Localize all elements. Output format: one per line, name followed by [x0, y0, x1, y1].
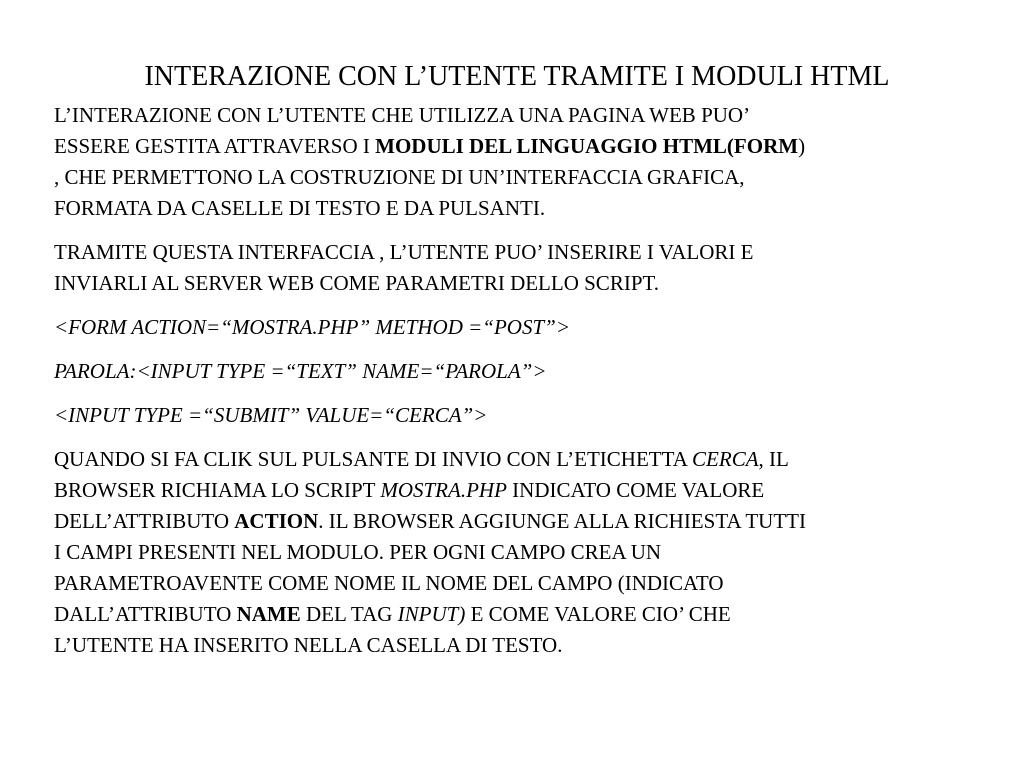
explanation-italic-mostra: MOSTRA.PHP — [380, 478, 507, 502]
interface-line-1: TRAMITE QUESTA INTERFACCIA , L’UTENTE PUO’ INSERIRE I VALORI E — [54, 240, 754, 264]
explanation-line-3 — [54, 506, 974, 537]
explanation-line-6-mid: DEL TAG — [300, 602, 398, 626]
intro-bold-moduli: MODULI DEL LINGUAGGIO HTML(FORM — [375, 134, 799, 158]
intro-line-2-text: ESSERE GESTITA ATTRAVERSO I — [54, 134, 376, 158]
intro-line-4: FORMATA DA CASELLE DI TESTO E DA PULSANTI. — [54, 196, 546, 220]
paragraph-interface — [54, 237, 974, 299]
explanation-line-3-text: DELL’ATTRIBUTO — [54, 509, 235, 533]
code-input-submit: <INPUT TYPE =“SUBMIT” VALUE=“CERCA”> — [54, 403, 488, 427]
intro-line-2-close: ) — [798, 134, 806, 158]
interface-line-2: INVIARLI AL SERVER WEB COME PARAMETRI DELLO SCRIPT. — [54, 271, 660, 295]
paragraph-explanation — [54, 444, 974, 661]
paragraph-intro — [54, 100, 974, 224]
explanation-line-1-text: QUANDO SI FA CLIK SUL PULSANTE DI INVIO CON L’ETICHETTA — [54, 447, 693, 471]
explanation-bold-name: NAME — [236, 602, 301, 626]
explanation-line-6-end: E COME VALORE CIO’ CHE — [465, 602, 731, 626]
explanation-line-1 — [54, 444, 974, 475]
explanation-line-7: L’UTENTE HA INSERITO NELLA CASELLA DI TESTO. — [54, 633, 563, 657]
explanation-line-1-end: , IL — [758, 447, 789, 471]
explanation-line-2-text: BROWSER RICHIAMA LO SCRIPT — [54, 478, 381, 502]
explanation-line-4: I CAMPI PRESENTI NEL MODULO. PER OGNI CAMPO CREA UN — [54, 540, 662, 564]
explanation-italic-input: INPUT) — [397, 602, 466, 626]
explanation-bold-action: ACTION — [234, 509, 319, 533]
explanation-line-2 — [54, 475, 974, 506]
code-form-tag: <FORM ACTION=“MOSTRA.PHP” METHOD =“POST”> — [54, 315, 570, 339]
explanation-line-6-text: DALL’ATTRIBUTO — [54, 602, 237, 626]
intro-line-2 — [54, 131, 974, 162]
explanation-line-3-end: . IL BROWSER AGGIUNGE ALLA RICHIESTA TUTTI — [318, 509, 806, 533]
slide-title: INTERAZIONE CON L’UTENTE TRAMITE I MODULI HTML — [144, 61, 890, 92]
intro-line-1: L’INTERAZIONE CON L’UTENTE CHE UTILIZZA UNA PAGINA WEB PUO’ — [54, 103, 751, 127]
intro-line-3: , CHE PERMETTONO LA COSTRUZIONE DI UN’INTERFACCIA GRAFICA, — [54, 165, 745, 189]
explanation-line-6 — [54, 599, 974, 630]
explanation-line-2-end: INDICATO COME VALORE — [506, 478, 765, 502]
explanation-italic-cerca: CERCA — [692, 447, 759, 471]
code-input-text: PAROLA:<INPUT TYPE =“TEXT” NAME=“PAROLA”> — [54, 359, 547, 383]
explanation-line-5: PARAMETROAVENTE COME NOME IL NOME DEL CAMPO (INDICATO — [54, 571, 724, 595]
